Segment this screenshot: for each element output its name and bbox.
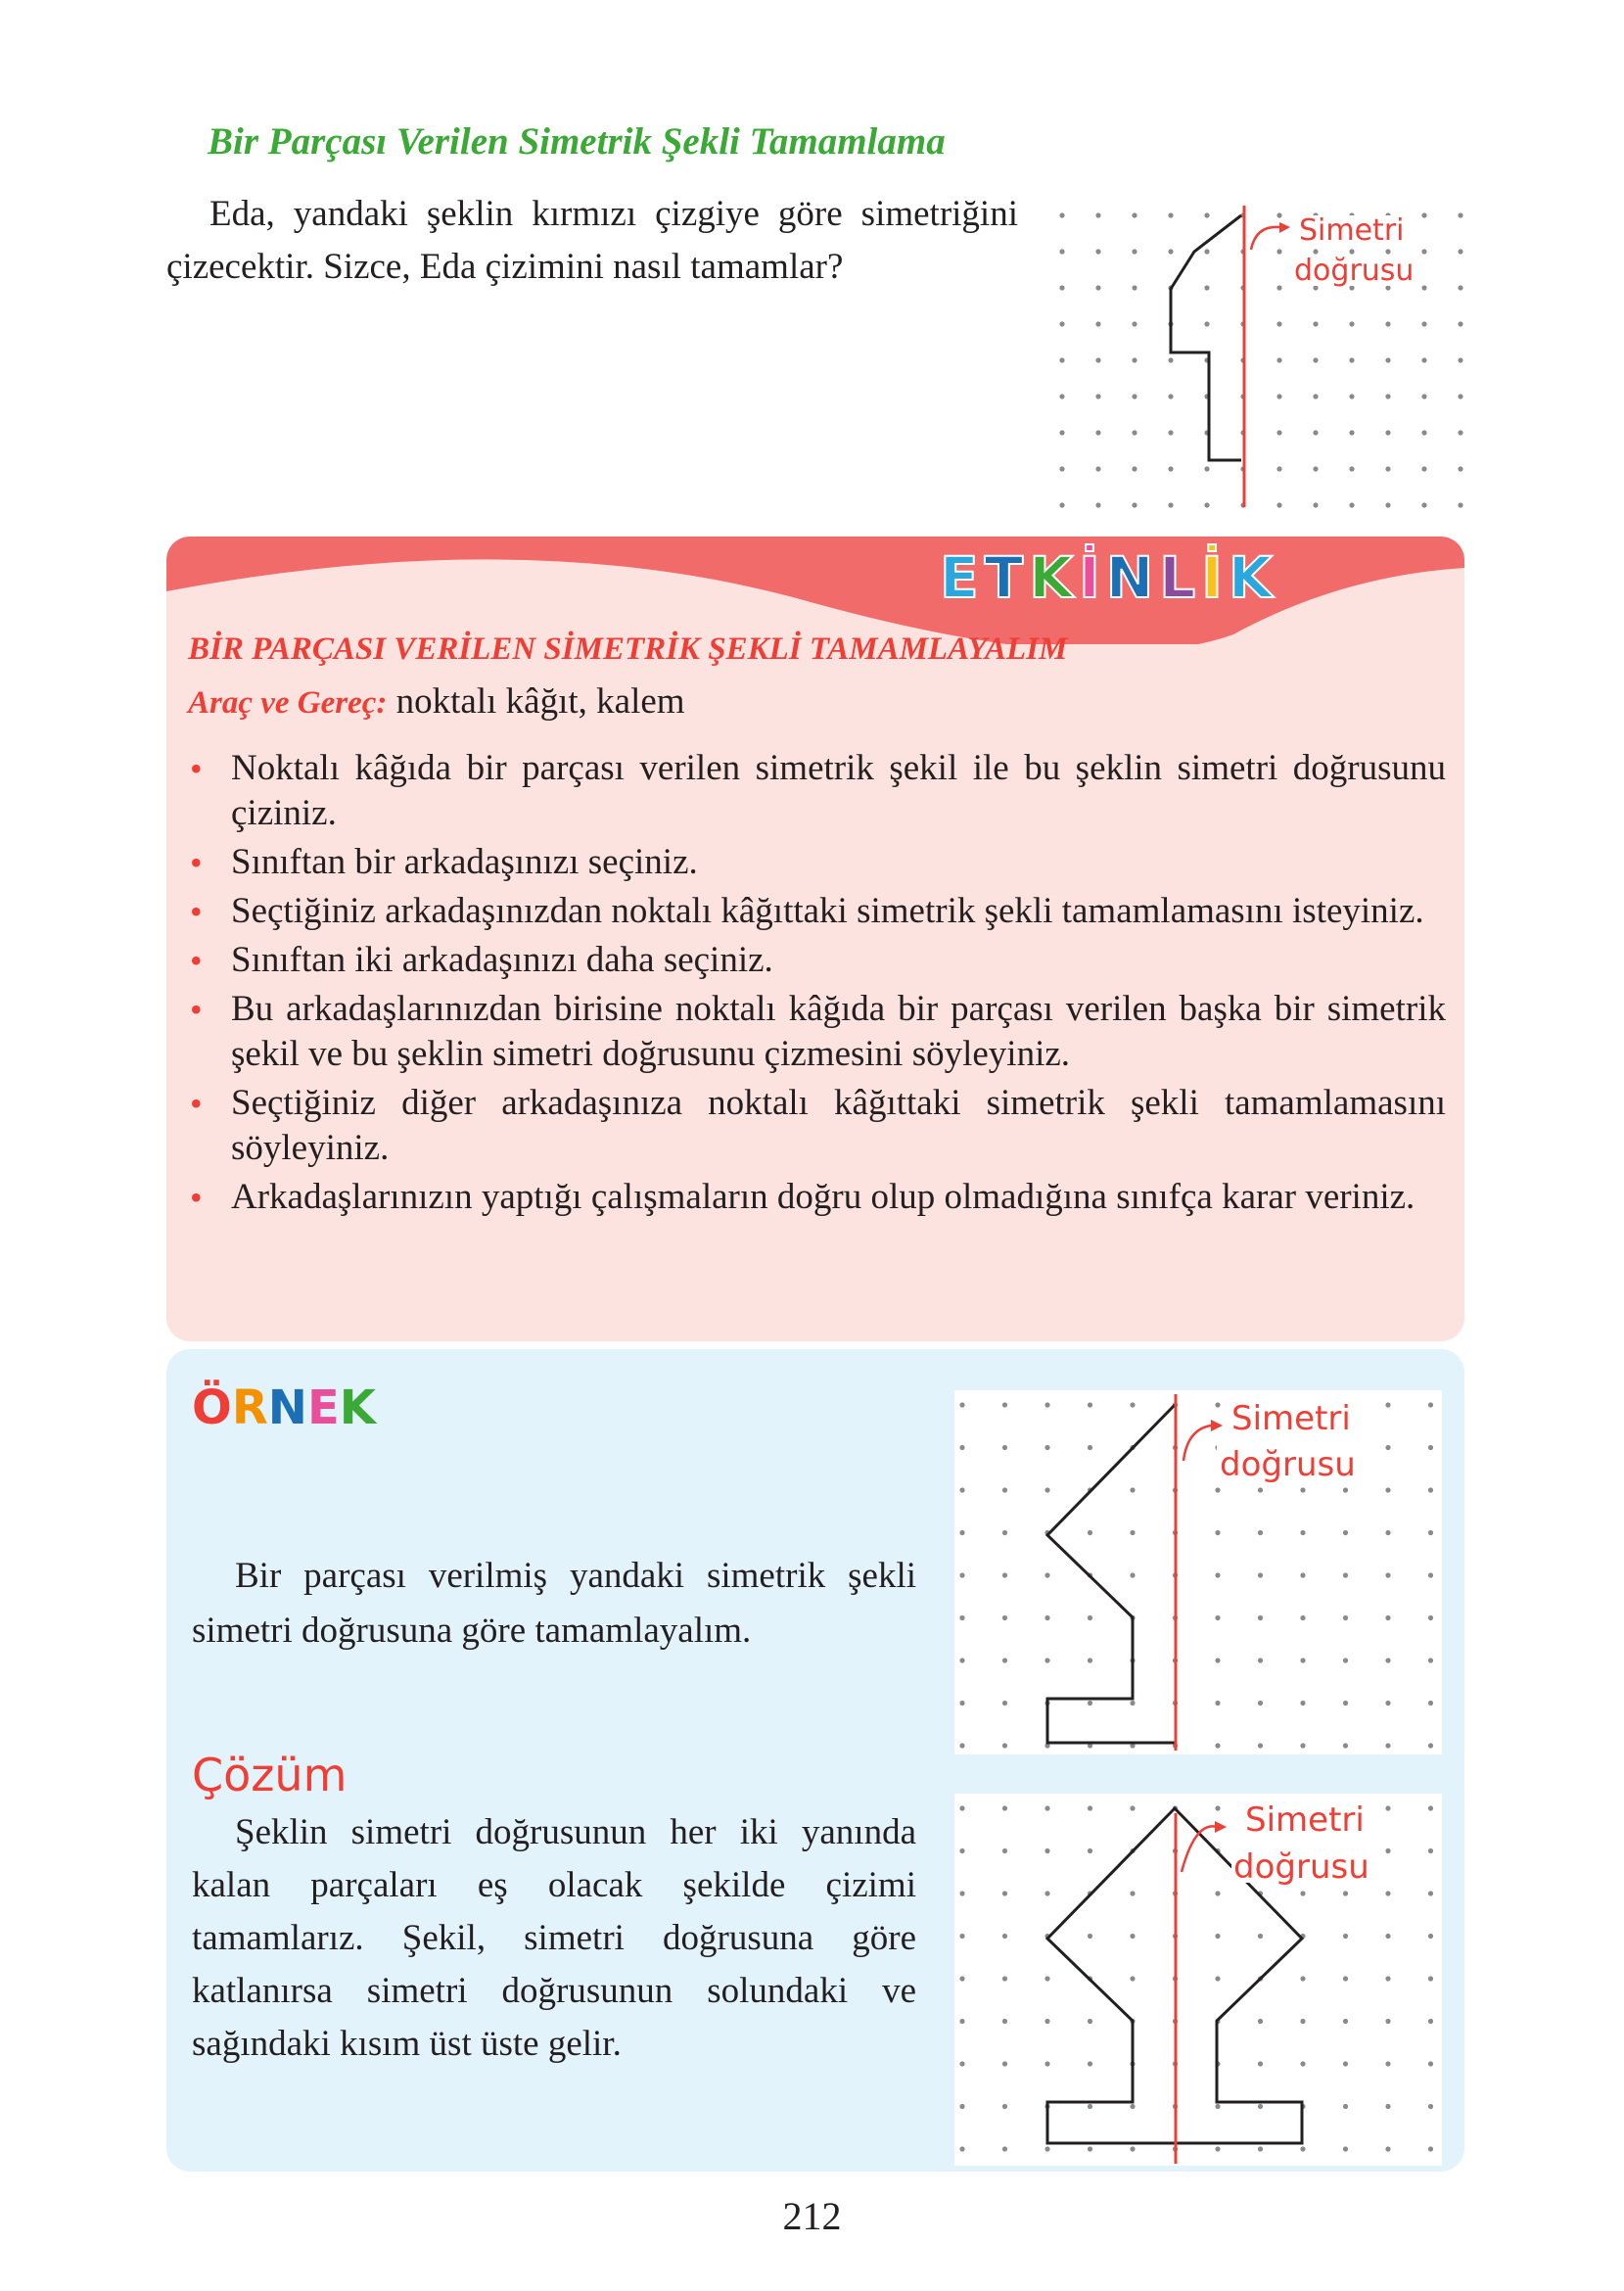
grid-dot xyxy=(1421,321,1426,326)
grid-dot xyxy=(1428,1445,1433,1450)
grid-dot xyxy=(1421,212,1426,217)
symmetry-label-line1: Simetri xyxy=(1299,213,1405,248)
grid-dot xyxy=(1044,2019,1049,2024)
intro-question: Eda, yandaki şeklin kırmızı çizgiye göre simetriğini çizecektir. Sizce, Eda çizimini nasıl tamamlar? xyxy=(166,194,1018,287)
grid-dot xyxy=(1276,466,1281,471)
grid-dot xyxy=(1428,1805,1433,1810)
grid-dot xyxy=(1421,394,1426,398)
title-letter: K xyxy=(1228,544,1273,611)
grid-dot xyxy=(1215,2104,1220,2109)
grid-dot xyxy=(1168,357,1173,362)
label-arrow xyxy=(1251,227,1279,250)
grid-dot xyxy=(959,1848,964,1853)
grid-dot xyxy=(1421,502,1426,507)
grid-dot xyxy=(1215,1891,1220,1895)
solution-text: Şeklin simetri doğrusunun her iki yanında kalan parçaları eş olacak şekilde çizimi tamamlarız. Şekil, simetri doğrusuna göre katlanırsa simetri doğrusunun solundaki ve sağındaki kısım üst üste gelir. xyxy=(192,1812,916,2064)
grid-dot xyxy=(1313,430,1318,435)
grid-dot xyxy=(1428,1701,1433,1706)
grid-dot xyxy=(1002,1934,1007,1939)
grid-dot xyxy=(1385,321,1390,326)
title-letter: Ö xyxy=(192,1380,232,1435)
bullet-icon: • xyxy=(190,843,203,882)
grid-dot xyxy=(1343,1615,1348,1620)
list-item: • Sınıftan iki arkadaşınızı daha seçiniz. xyxy=(188,938,1446,983)
grid-dot xyxy=(1215,1530,1220,1535)
grid-dot xyxy=(1343,1487,1348,1492)
grid-dot xyxy=(1002,1805,1007,1810)
grid-dot xyxy=(1276,285,1281,290)
grid-dot xyxy=(1385,394,1390,398)
grid-dot xyxy=(959,1530,964,1535)
symmetry-label-line2: doğrusu xyxy=(1294,254,1415,288)
grid-dot xyxy=(1385,2146,1390,2151)
grid-dot xyxy=(1132,321,1137,326)
grid-dot xyxy=(1044,1615,1049,1620)
bullet-icon: • xyxy=(190,1178,203,1217)
grid-dot xyxy=(1002,1402,1007,1407)
bullet-icon: • xyxy=(190,941,203,980)
symmetry-label-line1: Simetri xyxy=(1245,1800,1365,1840)
grid-dot xyxy=(1428,1487,1433,1492)
grid-dot xyxy=(1204,466,1209,471)
grid-dot xyxy=(1130,1701,1135,1706)
grid-dot xyxy=(1300,1743,1305,1748)
grid-dot xyxy=(1095,357,1100,362)
grid-dot xyxy=(1095,394,1100,398)
grid-dot xyxy=(1215,1976,1220,1981)
bullet-icon: • xyxy=(190,990,203,1029)
grid-dot xyxy=(1276,430,1281,435)
grid-dot xyxy=(1095,430,1100,435)
grid-dot xyxy=(1168,502,1173,507)
grid-dot xyxy=(1385,1805,1390,1810)
grid-dot xyxy=(1458,357,1462,362)
grid-dot xyxy=(1132,430,1137,435)
activity-title: BİR PARÇASI VERİLEN SİMETRİK ŞEKLİ TAMAMLAYALIM xyxy=(188,631,1068,667)
grid-dot xyxy=(1428,1934,1433,1939)
grid-dot xyxy=(1300,1658,1305,1662)
grid-dot xyxy=(1088,1658,1092,1662)
grid-dot xyxy=(1002,1572,1007,1577)
grid-dot xyxy=(1258,1572,1263,1577)
title-letter: E xyxy=(306,1380,340,1435)
grid-dot xyxy=(1130,1530,1135,1535)
grid-dot xyxy=(1385,2019,1390,2024)
grid-dot xyxy=(1088,1402,1092,1407)
grid-dot xyxy=(1385,1658,1390,1662)
symmetry-label-line1: Simetri xyxy=(1231,1399,1351,1438)
grid-dot xyxy=(1428,1530,1433,1535)
grid-dot xyxy=(1343,1530,1348,1535)
grid-dot xyxy=(1385,2104,1390,2109)
grid-dot xyxy=(1385,1615,1390,1620)
grid-dot xyxy=(1002,1615,1007,1620)
title-letter: K xyxy=(1029,544,1074,611)
grid-dot xyxy=(1215,1805,1220,1810)
grid-dot xyxy=(1002,2061,1007,2066)
grid-dot xyxy=(959,1487,964,1492)
grid-dot xyxy=(1276,394,1281,398)
grid-dot xyxy=(1428,1658,1433,1662)
grid-dot xyxy=(1002,1976,1007,1981)
grid-dot xyxy=(1428,1976,1433,1981)
grid-dot xyxy=(1059,430,1064,435)
grid-dot xyxy=(1300,1976,1305,1981)
grid-dot xyxy=(1002,1848,1007,1853)
grid-dot xyxy=(1428,2146,1433,2151)
title-letter: T xyxy=(984,544,1024,611)
grid-dot xyxy=(1215,1658,1220,1662)
grid-dot xyxy=(959,1701,964,1706)
list-item: • Sınıftan bir arkadaşınızı seçiniz. xyxy=(188,840,1446,885)
grid-dot xyxy=(1132,249,1137,254)
grid-dot xyxy=(959,1402,964,1407)
symmetry-label-line2: doğrusu xyxy=(1220,1445,1356,1484)
grid-dot xyxy=(1002,1891,1007,1895)
grid-dot xyxy=(1059,285,1064,290)
grid-dot xyxy=(1002,1530,1007,1535)
grid-dot xyxy=(1130,1976,1135,1981)
title-letter: İ xyxy=(1201,544,1223,611)
grid-dot xyxy=(1385,1530,1390,1535)
page-number: 212 xyxy=(782,2194,842,2238)
grid-dot xyxy=(959,1976,964,1981)
grid-dot xyxy=(1458,430,1462,435)
grid-dot xyxy=(1421,249,1426,254)
grid-dot xyxy=(1385,430,1390,435)
grid-dot xyxy=(1258,2019,1263,2024)
grid-dot xyxy=(1088,1805,1092,1810)
grid-dot xyxy=(1428,2019,1433,2024)
grid-dot xyxy=(1044,1658,1049,1662)
grid-dot xyxy=(1088,1701,1092,1706)
grid-dot xyxy=(1002,1701,1007,1706)
grid-dot xyxy=(1313,321,1318,326)
grid-dot xyxy=(1258,2104,1263,2109)
grid-dot xyxy=(1215,2146,1220,2151)
list-item: • Arkadaşlarınızın yaptığı çalışmaların doğru olup olmadığına sınıfça karar veriniz. xyxy=(188,1175,1446,1220)
grid-dot xyxy=(1168,212,1173,217)
grid-dot xyxy=(1130,1805,1135,1810)
grid-dot xyxy=(1343,2061,1348,2066)
grid-dot xyxy=(1458,502,1462,507)
grid-dot xyxy=(1343,2104,1348,2109)
title-letter: R xyxy=(231,1380,268,1435)
grid-dot xyxy=(959,2061,964,2066)
grid-dot xyxy=(1300,1891,1305,1895)
grid-dot xyxy=(1258,2061,1263,2066)
grid-dot xyxy=(1044,1848,1049,1853)
list-item: • Seçtiğiniz diğer arkadaşınıza noktalı kâğıttaki simetrik şekli tamamlamasını söyleyiniz. xyxy=(190,1083,1446,1168)
grid-dot xyxy=(1095,212,1100,217)
grid-dot xyxy=(1385,2061,1390,2066)
grid-dot xyxy=(1215,1615,1220,1620)
grid-dot xyxy=(1132,394,1137,398)
grid-dot xyxy=(1385,1934,1390,1939)
grid-dot xyxy=(1300,1487,1305,1492)
title-letter: N xyxy=(267,1380,307,1435)
example-dot-grid-figure xyxy=(954,1390,1442,1754)
grid-dot xyxy=(1215,1487,1220,1492)
grid-dot xyxy=(1002,2146,1007,2151)
grid-dot xyxy=(1300,2061,1305,2066)
grid-dot xyxy=(1258,1658,1263,1662)
grid-dot xyxy=(1215,1743,1220,1748)
grid-dot xyxy=(1343,1701,1348,1706)
grid-dot xyxy=(1215,1701,1220,1706)
grid-dot xyxy=(959,1658,964,1662)
list-item: • Noktalı kâğıda bir parçası verilen simetrik şekil ile bu şeklin simetri doğrusunu çiziniz. xyxy=(190,748,1446,833)
activity-banner-title xyxy=(940,544,1273,611)
grid-dot xyxy=(1300,1530,1305,1535)
grid-dot xyxy=(1059,249,1064,254)
grid-dot xyxy=(1343,1658,1348,1662)
grid-dot xyxy=(1002,2104,1007,2109)
grid-dot xyxy=(959,1805,964,1810)
grid-dot xyxy=(1059,394,1064,398)
grid-dot xyxy=(1458,394,1462,398)
grid-dot xyxy=(1088,1934,1092,1939)
grid-dot xyxy=(1088,2019,1092,2024)
grid-dot xyxy=(1313,394,1318,398)
grid-dot xyxy=(1428,1848,1433,1853)
grid-dot xyxy=(1343,1572,1348,1577)
grid-dot xyxy=(1168,430,1173,435)
grid-dot xyxy=(1385,502,1390,507)
grid-dot xyxy=(1059,321,1064,326)
grid-dot xyxy=(1349,430,1354,435)
grid-dot xyxy=(1276,249,1281,254)
arrow-head-icon xyxy=(1279,222,1290,233)
grid-dot xyxy=(1421,357,1426,362)
grid-dot xyxy=(1059,502,1064,507)
grid-dot xyxy=(1132,466,1137,471)
grid-dot xyxy=(1349,394,1354,398)
grid-dot xyxy=(1088,1848,1092,1853)
grid-dot xyxy=(1215,1572,1220,1577)
grid-dot xyxy=(1276,321,1281,326)
grid-dot xyxy=(959,1615,964,1620)
grid-dot xyxy=(1044,1487,1049,1492)
grid-dot xyxy=(1059,212,1064,217)
grid-dot xyxy=(1132,285,1137,290)
grid-dot xyxy=(1088,2061,1092,2066)
grid-dot xyxy=(1343,1934,1348,1939)
grid-dot xyxy=(1204,212,1209,217)
grid-dot xyxy=(1428,1891,1433,1895)
grid-dot xyxy=(1421,430,1426,435)
grid-dot xyxy=(1458,285,1462,290)
grid-dot xyxy=(1385,1445,1390,1450)
grid-dot xyxy=(1215,1934,1220,1939)
grid-dot xyxy=(1168,466,1173,471)
grid-dot xyxy=(1130,2146,1135,2151)
grid-dot xyxy=(1385,1402,1390,1407)
grid-dot xyxy=(1204,249,1209,254)
grid-dot xyxy=(1385,1848,1390,1853)
solution-title: Çözüm xyxy=(192,1749,348,1801)
grid-dot xyxy=(1421,466,1426,471)
bullet-icon: • xyxy=(190,892,203,931)
grid-dot xyxy=(1258,1701,1263,1706)
grid-dot xyxy=(1215,1402,1220,1407)
grid-dot xyxy=(1002,1445,1007,1450)
tools-value: noktalı kâğıt, kalem xyxy=(395,681,685,722)
grid-dot xyxy=(1421,285,1426,290)
grid-dot xyxy=(1095,466,1100,471)
grid-dot xyxy=(1095,321,1100,326)
grid-dot xyxy=(1300,1572,1305,1577)
grid-dot xyxy=(1385,357,1390,362)
grid-dot xyxy=(1059,357,1064,362)
grid-dot xyxy=(1168,249,1173,254)
example-title xyxy=(192,1380,376,1435)
activity-tools xyxy=(188,680,685,723)
grid-dot xyxy=(1300,1615,1305,1620)
grid-dot xyxy=(1130,1487,1135,1492)
grid-dot xyxy=(1258,1487,1263,1492)
grid-dot xyxy=(1044,1402,1049,1407)
bullet-icon: • xyxy=(190,749,203,788)
grid-dot xyxy=(1428,2061,1433,2066)
grid-dot xyxy=(1428,1402,1433,1407)
grid-dot xyxy=(1458,212,1462,217)
grid-dot xyxy=(1095,285,1100,290)
grid-dot xyxy=(1349,466,1354,471)
symmetry-label-line2: doğrusu xyxy=(1233,1847,1369,1887)
example-text: Bir parçası verilmiş yandaki simetrik şekli simetri doğrusuna göre tamamlayalım. xyxy=(192,1556,916,1651)
grid-dot xyxy=(1059,466,1064,471)
grid-dot xyxy=(959,2019,964,2024)
grid-dot xyxy=(1095,249,1100,254)
solution-dot-grid-figure xyxy=(954,1794,1442,2166)
grid-dot xyxy=(1088,1615,1092,1620)
grid-dot xyxy=(1428,1743,1433,1748)
grid-dot xyxy=(1132,212,1137,217)
intro-dot-grid-figure xyxy=(1052,196,1473,514)
activity-steps-list xyxy=(188,746,1446,1224)
grid-dot xyxy=(1428,2104,1433,2109)
title-letter: İ xyxy=(1079,544,1100,611)
grid-dot xyxy=(1276,357,1281,362)
grid-dot xyxy=(1349,502,1354,507)
grid-dot xyxy=(1349,357,1354,362)
grid-dot xyxy=(1428,1615,1433,1620)
grid-dot xyxy=(1258,1530,1263,1535)
grid-dot xyxy=(1385,1572,1390,1577)
list-item: • Bu arkadaşlarınızdan birisine noktalı kâğıda bir parçası verilen başka bir simetrik şekil ve bu şeklin simetri doğrusunu çizmesini söyleyiniz. xyxy=(190,989,1446,1074)
grid-dot xyxy=(1313,466,1318,471)
grid-dot xyxy=(1088,1445,1092,1450)
grid-dot xyxy=(1300,1701,1305,1706)
grid-dot xyxy=(1044,2146,1049,2151)
grid-dot xyxy=(1458,321,1462,326)
grid-dot xyxy=(1204,502,1209,507)
grid-dot xyxy=(1258,1743,1263,1748)
title-letter: K xyxy=(339,1380,376,1435)
grid-dot xyxy=(1343,1976,1348,1981)
grid-dot xyxy=(1385,1487,1390,1492)
grid-dot xyxy=(1168,394,1173,398)
list-item: • Seçtiğiniz arkadaşınızdan noktalı kâğıttaki simetrik şekli tamamlamasını isteyiniz. xyxy=(188,889,1446,934)
grid-dot xyxy=(1044,1891,1049,1895)
grid-dot xyxy=(1132,357,1137,362)
grid-dot xyxy=(1385,1976,1390,1981)
grid-dot xyxy=(1458,466,1462,471)
title-letter: L xyxy=(1159,544,1196,611)
grid-dot xyxy=(1088,2146,1092,2151)
grid-dot xyxy=(959,1445,964,1450)
grid-dot xyxy=(959,2146,964,2151)
grid-dot xyxy=(1313,357,1318,362)
title-letter: E xyxy=(940,544,979,611)
grid-dot xyxy=(1130,1934,1135,1939)
grid-dot xyxy=(1343,1743,1348,1748)
grid-dot xyxy=(959,2104,964,2109)
grid-dot xyxy=(1258,1615,1263,1620)
grid-dot xyxy=(1132,502,1137,507)
grid-dot xyxy=(959,1934,964,1939)
grid-dot xyxy=(959,1743,964,1748)
grid-dot xyxy=(1258,1934,1263,1939)
grid-dot xyxy=(1130,1572,1135,1577)
grid-dot xyxy=(1130,1402,1135,1407)
grid-dot xyxy=(1130,2104,1135,2109)
grid-dot xyxy=(1385,466,1390,471)
grid-dot xyxy=(1002,1743,1007,1748)
grid-dot xyxy=(1313,502,1318,507)
grid-dot xyxy=(1349,321,1354,326)
grid-dot xyxy=(1385,1891,1390,1895)
grid-dot xyxy=(959,1572,964,1577)
grid-dot xyxy=(959,1891,964,1895)
grid-dot xyxy=(1095,502,1100,507)
grid-dot xyxy=(1343,2146,1348,2151)
bullet-icon: • xyxy=(190,1084,203,1123)
section-title: Bir Parçası Verilen Simetrik Şekli Tamamlama xyxy=(208,120,946,163)
grid-dot xyxy=(1088,2104,1092,2109)
grid-dot xyxy=(1130,1891,1135,1895)
grid-dot xyxy=(1300,2146,1305,2151)
grid-dot xyxy=(1385,1743,1390,1748)
grid-dot xyxy=(1002,1658,1007,1662)
grid-dot xyxy=(1044,1572,1049,1577)
grid-dot xyxy=(1428,1572,1433,1577)
grid-dot xyxy=(1458,249,1462,254)
grid-dot xyxy=(1343,2019,1348,2024)
grid-dot xyxy=(1044,1976,1049,1981)
grid-dot xyxy=(1204,321,1209,326)
title-letter: N xyxy=(1105,544,1154,611)
grid-dot xyxy=(1258,2146,1263,2151)
grid-dot xyxy=(1088,1530,1092,1535)
grid-dot xyxy=(1044,1445,1049,1450)
grid-dot xyxy=(1276,502,1281,507)
grid-dot xyxy=(1002,1487,1007,1492)
grid-dot xyxy=(1385,1701,1390,1706)
grid-dot xyxy=(1343,1891,1348,1895)
grid-dot xyxy=(1300,2019,1305,2024)
tools-label: Araç ve Gereç: xyxy=(188,685,388,721)
grid-dot xyxy=(1002,2019,1007,2024)
grid-dot xyxy=(1044,1805,1049,1810)
grid-dot xyxy=(1044,2061,1049,2066)
grid-dot xyxy=(1276,212,1281,217)
grid-dot xyxy=(1204,285,1209,290)
